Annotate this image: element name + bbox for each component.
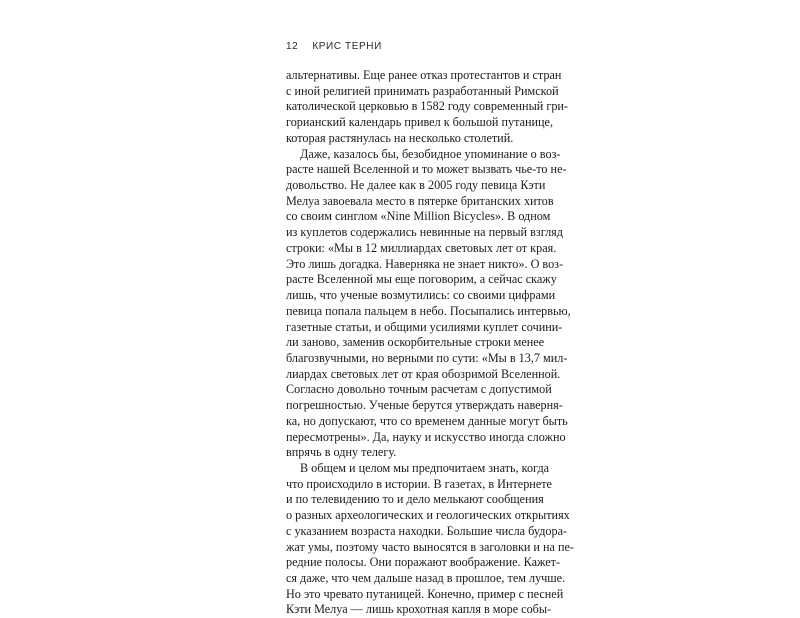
text-line: благозвучными, но верными по сути: «Мы в 13,7 мил- [286,350,568,365]
text-line: расте нашей Вселенной и то может вызвать чье-то не- [286,162,567,177]
text-line: редние полосы. Они поражают воображение. Кажет- [286,555,561,570]
text-line: со своим синглом «Nine Million Bicycles». В одном [286,209,551,224]
text-line: о разных археологических и геологических открытиях [286,508,570,523]
text-line: довольство. Не далее как в 2005 году певица Кэти [286,178,546,193]
text-line: лиардах световых лет от края обозримой Вселенной. [286,366,561,381]
text-line: альтернативы. Еще ранее отказ протестантов и стран [286,68,562,82]
text-line: певица попала пальцем в небо. Посыпались интервью, [286,303,571,318]
page-number: 12 [286,41,299,52]
text-line: Это лишь догадка. Наверняка не знает никто». О воз- [286,256,564,271]
text-line: ка, но допускают, что со временем данные могут быть [286,413,568,428]
text-line: с иной религией принимать разработанный Римской [286,83,559,98]
text-line: католической церковью в 1582 году современный гри- [286,99,568,114]
text-line: которая растянулась на несколько столетий. [286,130,514,145]
text-line: погрешностью. Ученые берутся утверждать наверня- [286,398,563,413]
text-line: Кэти Мелуа — лишь крохотная капля в море собы- [286,602,552,617]
text-line: с указанием возраста находки. Большие числа будора- [286,523,568,538]
text-line: Согласно довольно точным расчетам с допустимой [286,382,552,397]
text-line: ся даже, что чем дальше назад в прошлое, тем лучше. [286,571,566,585]
text-line: расте Вселенной мы еще поговорим, а сейчас скажу [286,272,557,287]
text-line: строки: «Мы в 12 миллиардах световых лет от края. [286,240,557,255]
text-line: горианский календарь привел к большой путанице, [286,115,554,130]
text-line: что происходило в истории. В газетах, в Интернете [286,476,552,491]
text-line: Даже, казалось бы, безобидное упоминание о воз- [300,146,561,161]
text-line: газетные статьи, и общими усилиями куплет сочини- [286,319,563,334]
body-text [286,68,574,618]
running-head [286,41,382,52]
text-line: пересмотрены». Да, науку и искусство иногда сложно [286,429,566,444]
text-line: ли заново, заменив оскорбительные строки менее [286,335,545,350]
text-line: лишь, что ученые возмутились: со своими цифрами [286,288,556,303]
text-line: Но это чревато путаницей. Конечно, пример с песней [286,586,564,601]
text-line: жат умы, поэтому часто выносятся в заголовки и на пе- [286,539,574,554]
text-line: из куплетов содержались невинные на первый взгляд [286,225,563,240]
text-line: В общем и целом мы предпочитаем знать, когда [300,460,550,475]
running-head-author: КРИС ТЕРНИ [312,41,382,52]
text-line: Мелуа завоевала место в пятерке британских хитов [286,193,554,208]
text-line: и по телевидению то и дело мелькают сообщения [286,492,544,507]
text-line: впрячь в одну телегу. [286,445,397,460]
